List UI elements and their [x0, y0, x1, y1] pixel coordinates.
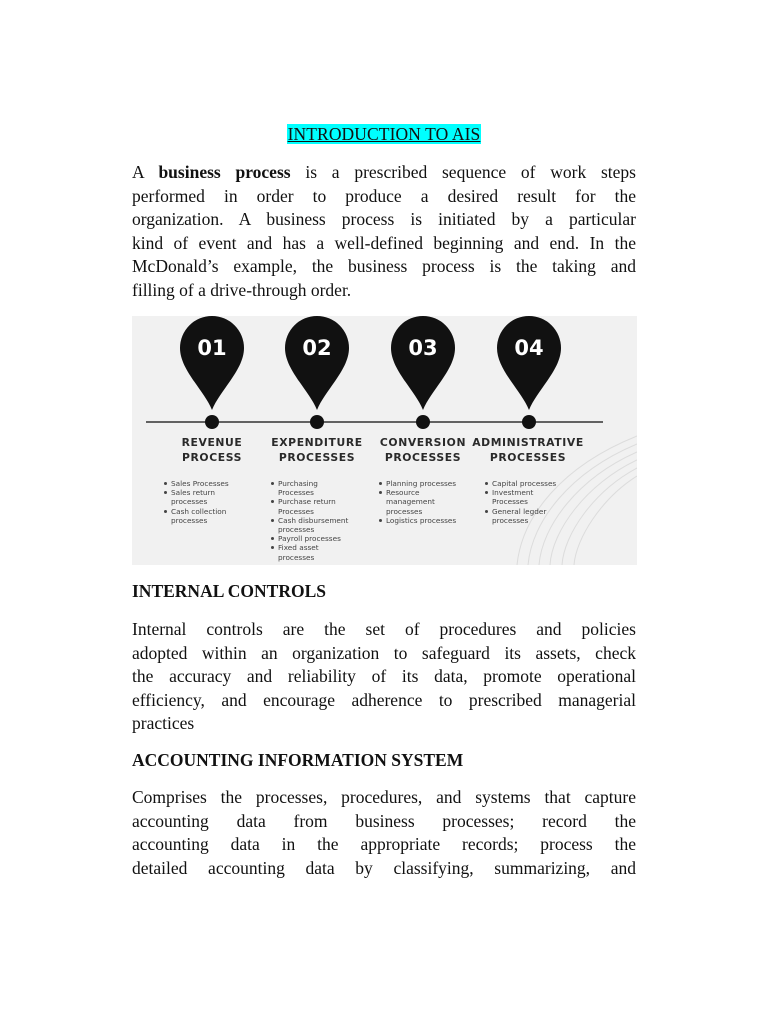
intro-line-4: kind of event and has a well-defined beginning and end. In the — [132, 232, 636, 253]
pin-02-label: 02 — [302, 336, 332, 360]
step-04-list — [484, 479, 564, 525]
intro-prefix: A — [132, 162, 159, 182]
step-02-title-line-2: PROCESSES — [278, 451, 356, 464]
step-04-title-line-2: PROCESSES — [489, 451, 567, 464]
ic-line-1: Internal controls are the set of procedures and policies — [132, 619, 636, 639]
intro-line-2: performed in order to produce a desired result for the — [132, 185, 636, 206]
business-process-figure — [132, 316, 637, 565]
intro-line-1-text: is a prescribed sequence of work steps — [290, 162, 636, 182]
ais-heading: ACCOUNTING INFORMATION SYSTEM — [132, 750, 464, 770]
ais-paragraph — [132, 786, 636, 880]
list-item: General legder processes — [484, 507, 564, 525]
title-container — [0, 124, 768, 145]
ais-line-4: detailed accounting data by classifying, summarizing, and — [132, 857, 636, 878]
timeline-dot-03 — [416, 415, 430, 429]
internal-controls-heading: INTERNAL CONTROLS — [132, 581, 327, 601]
step-04-title — [468, 435, 588, 465]
list-item: Logistics processes — [378, 516, 470, 525]
list-item: Fixed asset processes — [270, 543, 354, 561]
list-item: Sales return processes — [163, 488, 237, 506]
intro-line-1 — [132, 161, 636, 185]
list-item: Resource management processes — [378, 488, 470, 516]
step-03-title-line-2: PROCESSES — [384, 451, 462, 464]
list-item: Investment Processes — [484, 488, 564, 506]
step-02-title — [257, 435, 377, 465]
pin-04 — [497, 316, 561, 429]
ic-line-4: efficiency, and encourage adherence to prescribed managerial — [132, 689, 636, 710]
timeline-dot-02 — [310, 415, 324, 429]
list-item: Cash disbursement processes — [270, 516, 354, 534]
list-item: Sales Processes — [163, 479, 237, 488]
ais-line-2: accounting data from business processes; record the — [132, 810, 636, 831]
intro-line-6: filling of a drive-through order. — [132, 279, 352, 300]
step-03-title-line-1: CONVERSION — [379, 436, 467, 449]
ais-line-1: Comprises the processes, procedures, and systems that capture — [132, 787, 636, 807]
timeline-dot-01 — [205, 415, 219, 429]
pin-03 — [391, 316, 455, 429]
pin-02 — [285, 316, 349, 429]
pin-01 — [180, 316, 244, 429]
intro-paragraph — [132, 161, 636, 303]
list-item: Capital processes — [484, 479, 564, 488]
timeline-dot-04 — [522, 415, 536, 429]
internal-controls-paragraph — [132, 618, 636, 736]
ic-line-3: the accuracy and reliability of its data, promote operational — [132, 666, 636, 687]
list-item: Purchasing Processes — [270, 479, 354, 497]
list-item: Payroll processes — [270, 534, 354, 543]
step-04-title-line-1: ADMINISTRATIVE — [472, 436, 584, 449]
ic-line-5: practices — [132, 713, 195, 734]
step-01-title-line-1: REVENUE — [181, 436, 243, 449]
ic-line-2: adopted within an organization to safeguard its assets, check — [132, 642, 636, 663]
step-01-title-line-2: PROCESS — [182, 451, 242, 464]
step-01-title — [152, 435, 272, 465]
pin-04-label: 04 — [514, 336, 544, 360]
pin-03-label: 03 — [408, 336, 438, 360]
ais-line-3: accounting data in the appropriate records; process the — [132, 834, 636, 855]
step-03-title — [363, 435, 483, 465]
step-02-title-line-1: EXPENDITURE — [271, 436, 363, 449]
document-title: INTRODUCTION TO AIS — [287, 124, 481, 144]
intro-line-3: organization. A business process is initiated by a particular — [132, 209, 636, 230]
business-process-term: business process — [158, 162, 291, 182]
step-02-list — [270, 479, 354, 562]
list-item: Cash collection processes — [163, 507, 237, 525]
step-03-list — [378, 479, 470, 525]
step-01-list — [163, 479, 237, 525]
pin-01-label: 01 — [197, 336, 227, 360]
intro-line-5: McDonald’s example, the business process is the taking and — [132, 256, 636, 277]
list-item: Planning processes — [378, 479, 470, 488]
list-item: Purchase return Processes — [270, 497, 354, 515]
